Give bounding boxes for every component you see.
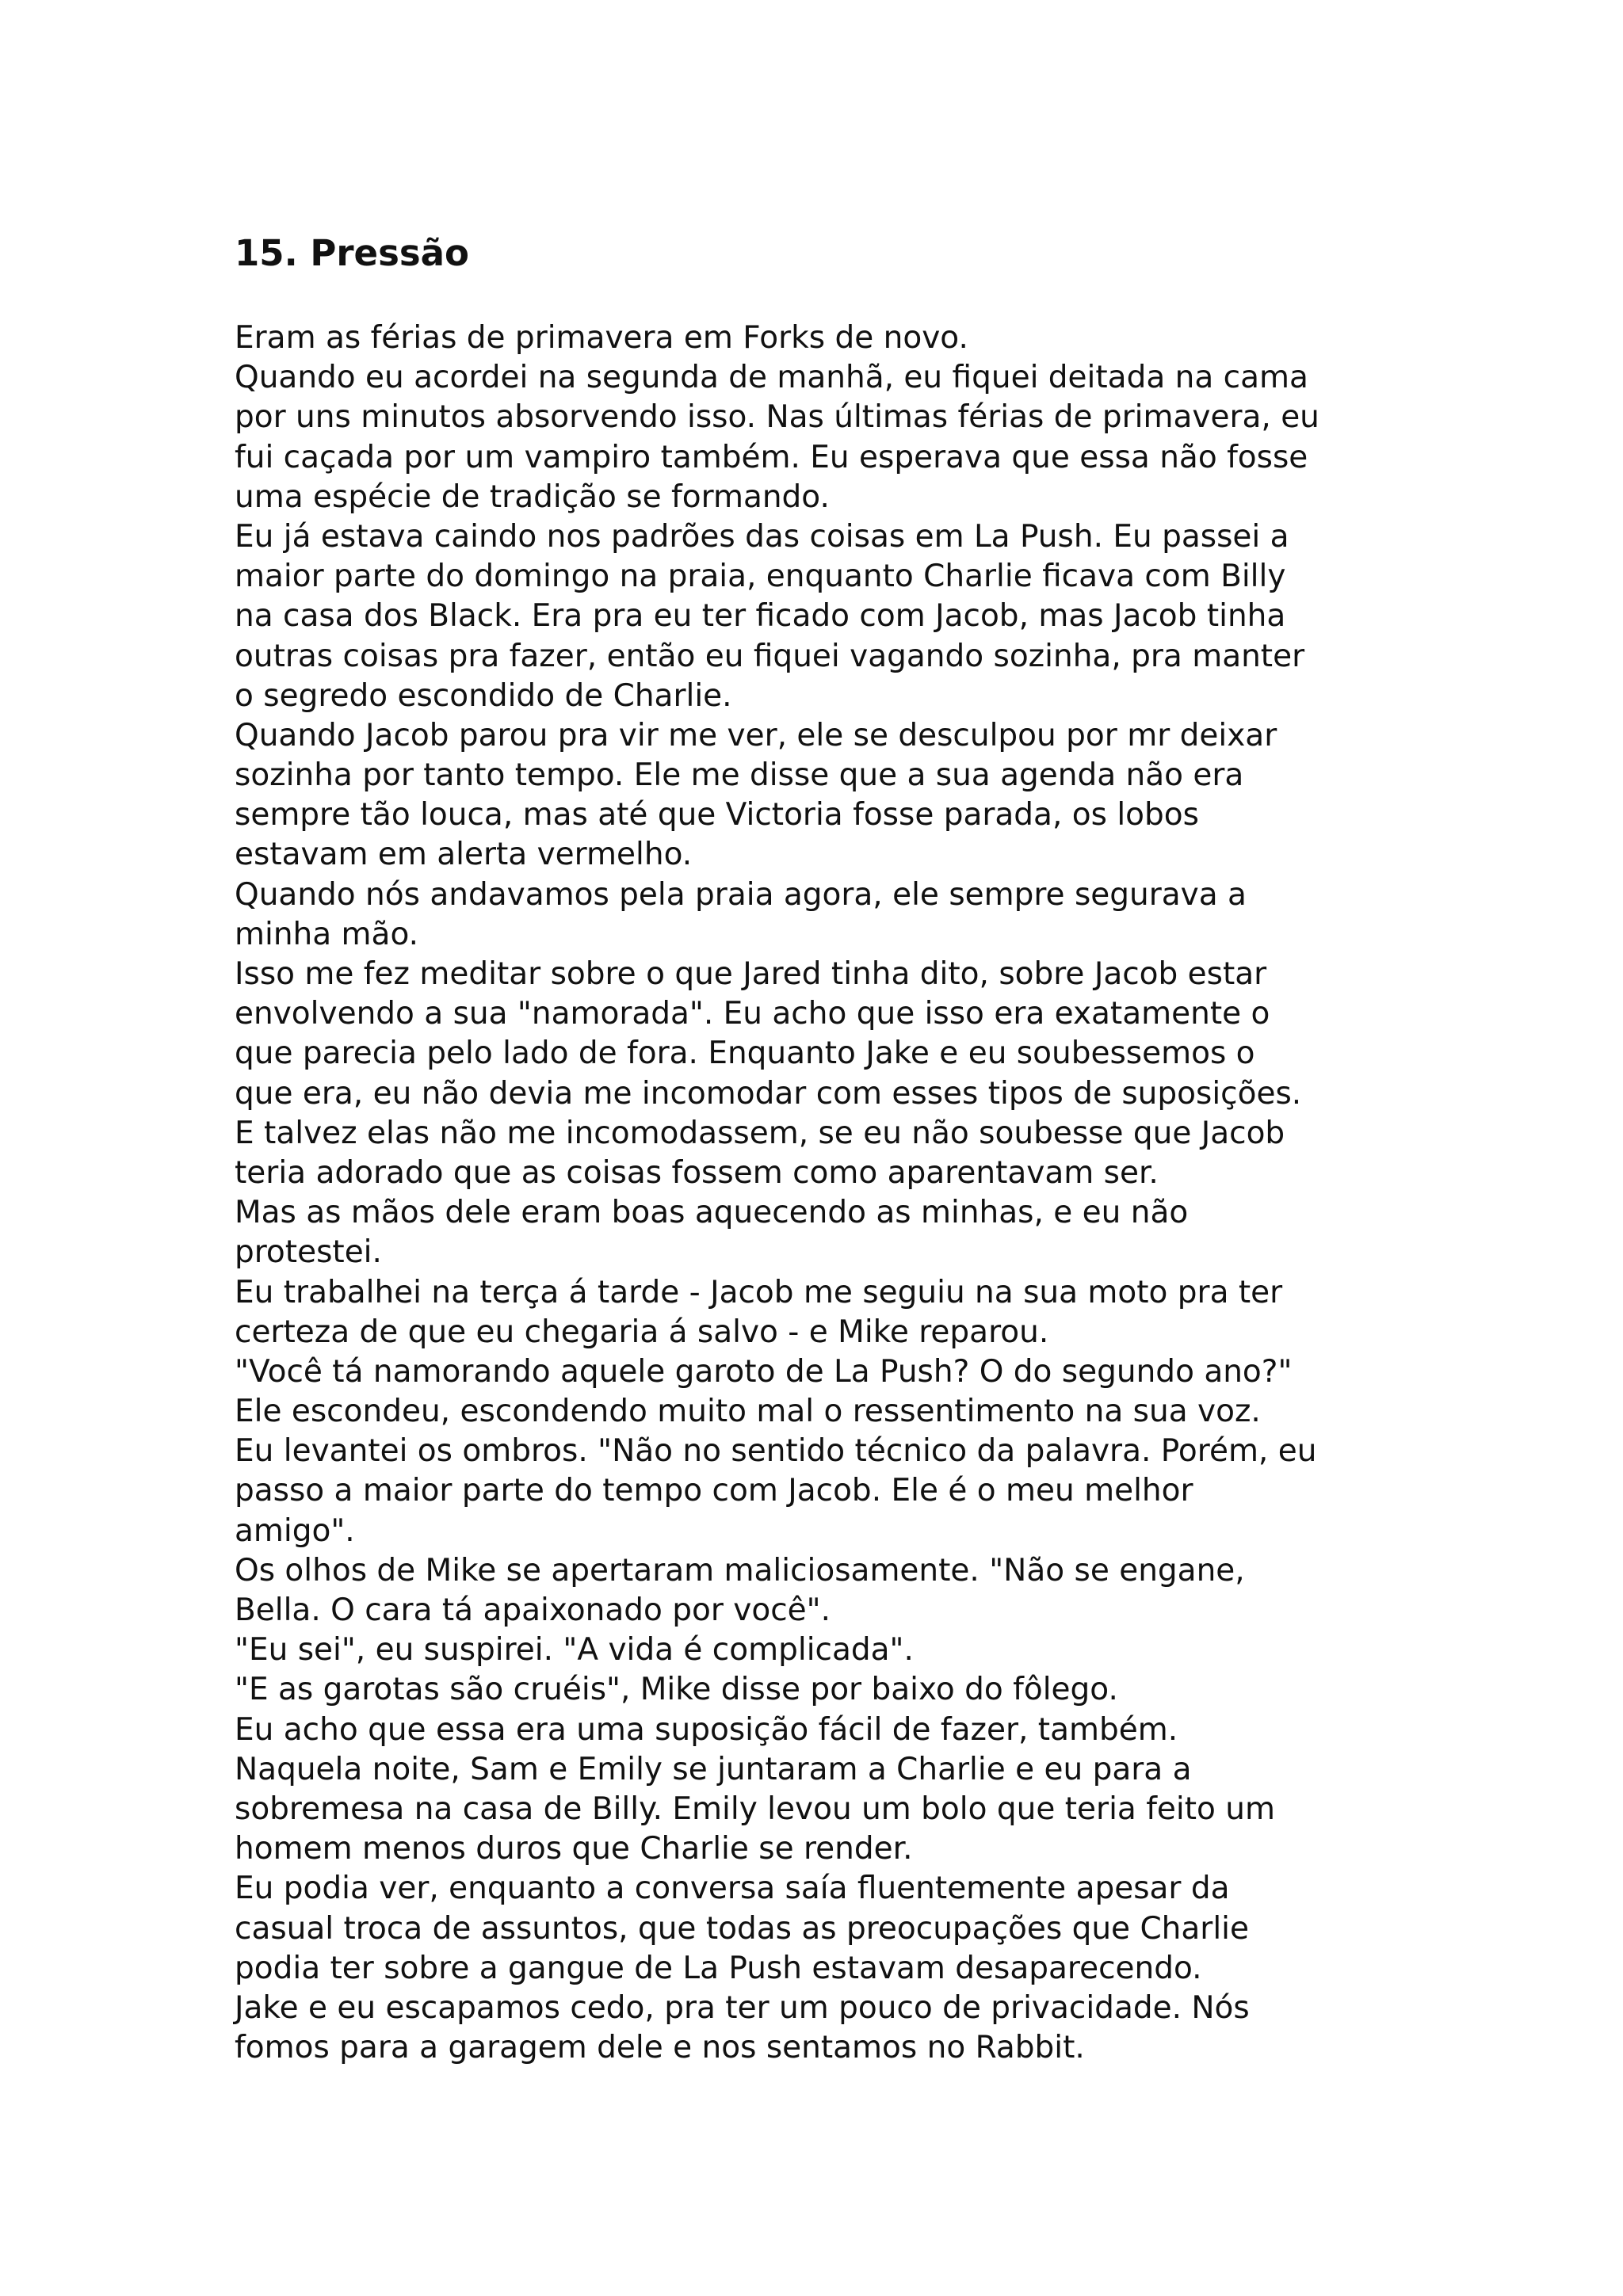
text-line: por uns minutos absorvendo isso. Nas últimas férias de primavera, eu: [235, 399, 1319, 436]
text-line: Isso me fez meditar sobre o que Jared tinha dito, sobre Jacob estar: [235, 956, 1267, 992]
text-line: "E as garotas são cruéis", Mike disse por baixo do fôlego.: [235, 1672, 1118, 1708]
text-line: Ele escondeu, escondendo muito mal o ressentimento na sua voz.: [235, 1394, 1261, 1430]
text-line: que era, eu não devia me incomodar com esses tipos de suposições.: [235, 1075, 1302, 1112]
text-line: Eu trabalhei na terça á tarde - Jacob me seguiu na sua moto pra ter: [235, 1274, 1283, 1310]
text-line: Quando nós andavamos pela praia agora, ele sempre segurava a: [235, 876, 1247, 913]
text-line: Mas as mãos dele eram boas aquecendo as minhas, e eu não: [235, 1195, 1189, 1231]
text-line: casual troca de assuntos, que todas as preocupações que Charlie: [235, 1910, 1249, 1947]
text-line: protestei.: [235, 1234, 382, 1271]
text-line: teria adorado que as coisas fossem como aparentavam ser.: [235, 1154, 1159, 1191]
text-line: Eu acho que essa era uma suposição fácil de fazer, também.: [235, 1711, 1178, 1748]
text-line: Bella. O cara tá apaixonado por você".: [235, 1592, 831, 1628]
text-line: Jake e eu escapamos cedo, pra ter um pouco de privacidade. Nós: [235, 1989, 1250, 2026]
text-line: Eu já estava caindo nos padrões das coisas em La Push. Eu passei a: [235, 518, 1289, 555]
text-line: certeza de que eu chegaria á salvo - e Mike reparou.: [235, 1314, 1049, 1350]
text-line: fui caçada por um vampiro também. Eu esperava que essa não fosse: [235, 439, 1308, 475]
chapter-body: [235, 318, 1598, 2068]
text-line: sozinha por tanto tempo. Ele me disse que a sua agenda não era: [235, 757, 1244, 794]
text-line: fomos para a garagem dele e nos sentamos no Rabbit.: [235, 2030, 1085, 2066]
text-line: outras coisas pra fazer, então eu fiquei vagando sozinha, pra manter: [235, 638, 1305, 674]
text-line: Naquela noite, Sam e Emily se juntaram a Charlie e eu para a: [235, 1751, 1192, 1787]
text-line: uma espécie de tradição se formando.: [235, 479, 830, 515]
text-line: estavam em alerta vermelho.: [235, 837, 693, 873]
text-line: amigo".: [235, 1512, 355, 1549]
text-line: Eram as férias de primavera em Forks de novo.: [235, 320, 968, 356]
text-line: Eu podia ver, enquanto a conversa saía fluentemente apesar da: [235, 1871, 1230, 1907]
text-line: "Você tá namorando aquele garoto de La Push? O do segundo ano?": [235, 1353, 1293, 1390]
text-line: E talvez elas não me incomodassem, se eu não soubesse que Jacob: [235, 1115, 1285, 1151]
text-line: homem menos duros que Charlie se render.: [235, 1831, 913, 1867]
text-line: Eu levantei os ombros. "Não no sentido técnico da palavra. Porém, eu: [235, 1433, 1317, 1470]
text-line: Quando Jacob parou pra vir me ver, ele se desculpou por mr deixar: [235, 717, 1277, 753]
text-line: "Eu sei", eu suspirei. "A vida é complicada".: [235, 1632, 914, 1669]
text-line: envolvendo a sua "namorada". Eu acho que isso era exatamente o: [235, 996, 1270, 1032]
text-line: minha mão.: [235, 916, 419, 952]
text-line: podia ter sobre a gangue de La Push estavam desaparecendo.: [235, 1950, 1202, 1986]
text-line: o segredo escondido de Charlie.: [235, 677, 732, 714]
text-line: passo a maior parte do tempo com Jacob. Ele é o meu melhor: [235, 1473, 1193, 1509]
text-line: sobremesa na casa de Billy. Emily levou um bolo que teria feito um: [235, 1791, 1276, 1827]
chapter-title: 15. Pressão: [235, 232, 469, 274]
text-line: Os olhos de Mike se apertaram maliciosamente. "Não se engane,: [235, 1552, 1245, 1589]
text-line: maior parte do domingo na praia, enquanto Charlie ficava com Billy: [235, 559, 1286, 595]
text-line: que parecia pelo lado de fora. Enquanto Jake e eu soubessemos o: [235, 1035, 1255, 1072]
text-line: Quando eu acordei na segunda de manhã, eu fiquei deitada na cama: [235, 360, 1308, 396]
text-line: na casa dos Black. Era pra eu ter ficado com Jacob, mas Jacob tinha: [235, 598, 1286, 635]
text-line: sempre tão louca, mas até que Victoria fosse parada, os lobos: [235, 797, 1199, 833]
